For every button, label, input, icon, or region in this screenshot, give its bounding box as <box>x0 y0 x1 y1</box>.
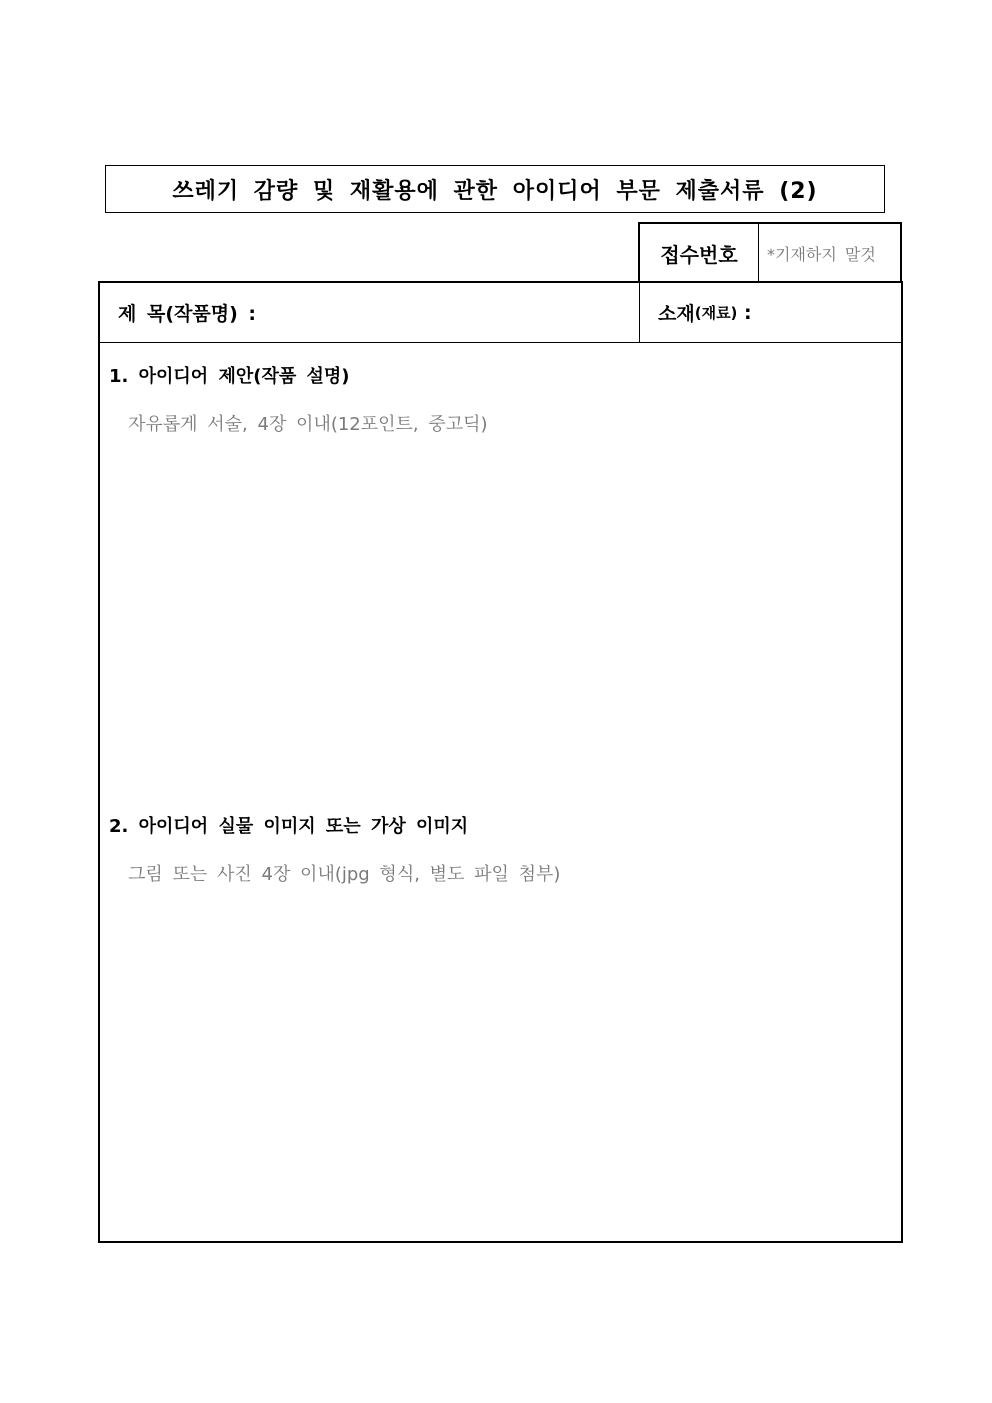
section-2-guide[interactable]: 그림 또는 사진 4장 이내(jpg 형식, 별도 파일 첨부) <box>128 864 561 885</box>
form-header-row <box>100 283 901 343</box>
section-2-heading: 2. 아이디어 실물 이미지 또는 가상 이미지 <box>109 816 469 837</box>
material-field[interactable] <box>640 283 901 342</box>
receipt-number-box <box>638 222 902 282</box>
subject-label: 제 목(작품명) : <box>118 303 256 325</box>
subject-field[interactable] <box>100 283 640 342</box>
section-1-heading: 1. 아이디어 제안(작품 설명) <box>109 366 350 387</box>
document-title: 쓰레기 감량 및 재활용에 관한 아이디어 부문 제출서류 (2) <box>172 178 818 204</box>
material-label-paren: (재료) <box>694 304 738 322</box>
receipt-number-note: *기재하지 말것 <box>767 244 876 264</box>
material-label-colon: : <box>737 301 752 324</box>
document-title-box <box>105 165 885 213</box>
material-label: 소재 <box>658 303 695 325</box>
section-1-guide[interactable]: 자유롭게 서술, 4장 이내(12포인트, 중고딕) <box>128 414 488 435</box>
receipt-number-label: 접수번호 <box>640 224 759 282</box>
submission-form <box>98 281 903 1243</box>
